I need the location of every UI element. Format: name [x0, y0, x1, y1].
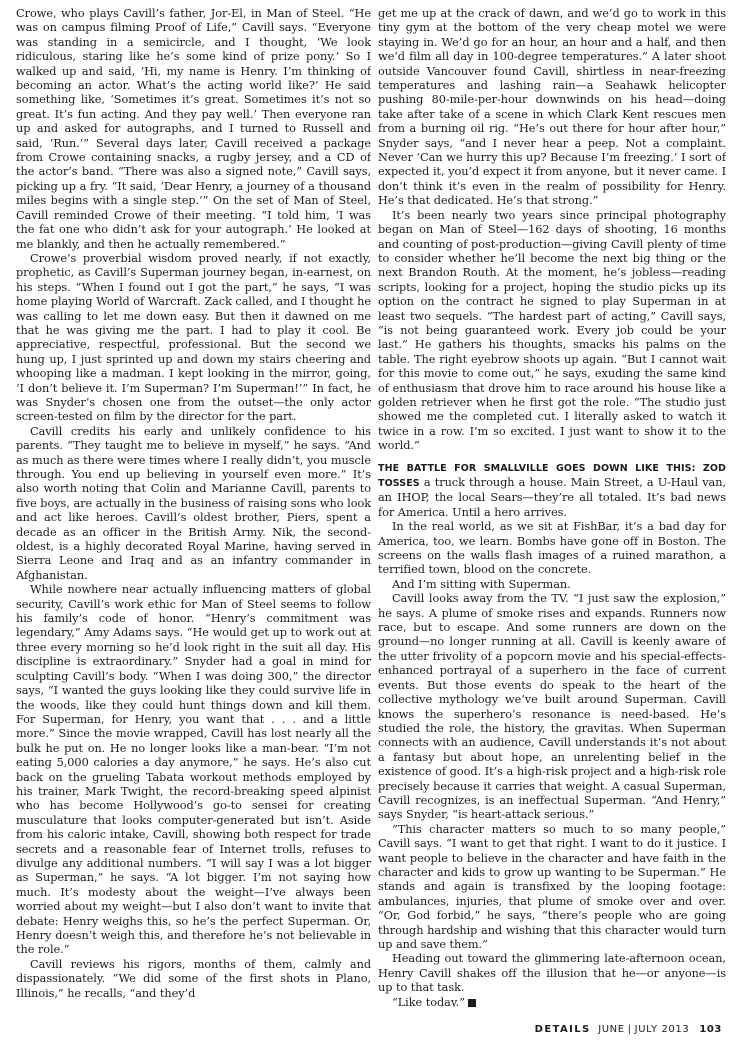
right-column	[378, 7, 726, 1007]
article-paragraph: Cavill reviews his rigors, months of them, calmly and dispassionately. “We did some of the first shots in Plano, Illinois,” he recalls, “and they’d	[16, 957, 371, 1000]
section-lead-paragraph	[378, 461, 726, 521]
article-paragraph: Crowe, who plays Cavill’s father, Jor-El, in Man of Steel. “He was on campus filming Proof of Life,” Cavill says. “Everyone was standing in a semicircle, and I thought, ‘We look ridiculous, staring like he’s some kind of prize pony.’ So I walked up and said, ‘Hi, my name is Henry. I’m thinking of becoming an actor. What’s the acting world like?’ He said something like, ‘Sometimes it’s great. Sometimes it’s not so great. It’s fun acting. And they pay well.’ Then everyone ran up and asked for autographs, and I turned to Russell and said, ‘Run.’” Several days later, Cavill received a package from Crowe containing snacks, a rugby jersey, and a CD of the actor’s band. “There was also a signed note,” Cavill says, picking up a fry. “It said, ‘Dear Henry, a journey of a thousand miles begins with a single step.’” On the set of Man of Steel, Cavill reminded Crowe of their meeting. “I told him, ‘I was the fat one who didn’t ask for your autograph.’ He looked at me blankly, and then he actually remembered.”	[16, 7, 371, 251]
end-mark-icon	[468, 999, 476, 1007]
section-subhead: THE BATTLE FOR SMALLVILLE GOES DOWN LIKE THIS: ZOD TOSSES	[378, 462, 726, 489]
section-lead-text: a truck through a house. Main Street, a U-Haul van, an IHOP, the local Sears—they’re all totaled. It’s bad news for America. Until a hero arrives.	[378, 476, 726, 519]
article-paragraph: “This character matters so much to so many people,” Cavill says. “I want to get that right. I want to do it justice. I want people to believe in the character and have faith in the character and kids to grow up wanting to be Superman.” He stands and again is transfixed by the looping footage: ambulances, injuries, that plume of smoke over and over. “Or, God forbid,” he says, “there’s people who are going through hardship and wishing that this character would turn up and save them.”	[378, 822, 726, 951]
section-gap	[378, 454, 726, 461]
page-footer	[535, 1024, 722, 1035]
article-paragraph: Heading out toward the glimmering late-afternoon ocean, Henry Cavill shakes off the illusion that he—or anyone—is up to that task.	[378, 952, 726, 995]
closing-paragraph	[378, 996, 726, 1007]
article-paragraph: In the real world, as we sit at FishBar, it’s a bad day for America, too, we learn. Bombs have gone off in Boston. The screens on the walls flash images of a ruined marathon, a terrified town, blood on the concrete.	[378, 520, 726, 577]
article-paragraph: get me up at the crack of dawn, and we’d go to work in this tiny gym at the bottom of the very cheap motel we were staying in. We’d go for an hour, an hour and a half, and then we’d film all day in 100-degree temperatures.” A later shoot outside Vancouver found Cavill, shirtless in near-freezing temperatures and lashing rain—a Seahawk helicopter pushing 80-mile-per-hour downwinds on his head—doing take after take of a scene in which Clark Kent rescues men from a burning oil rig. “He’s out there for hour after hour,” Snyder says, “and I never hear a peep. Not a complaint. Never ‘Can we hurry this up? Because I’m freezing.’ I sort of expected it, you’d expect it from anyone, but it never came. I don’t think it’s even in the realm of possibility for Henry. He’s that dedicated. He’s that strong.”	[378, 7, 726, 208]
footer-separator: |	[627, 1024, 632, 1035]
issue-month: JUNE	[598, 1024, 625, 1035]
article-paragraph: It’s been nearly two years since principal photography began on Man of Steel—162 days of shooting, 16 months and counting of post-production—giving Cavill plenty of time to consider whether he’ll become the next big thing or the next Brandon Routh. At the moment, he’s jobless—reading scripts, looking for a project, hoping the studio picks up its option on the contract he signed to play Superman in at least two sequels. “The hardest part of acting,” Cavill says, “is not being guaranteed work. Every job could be your last.” He gathers his thoughts, smacks his palms on the table. The right eyebrow shoots up again. “But I cannot wait for this movie to come out,” he says, exuding the same kind of enthusiasm that drove him to race around his house like a golden retriever when he first got the role. “The studio just showed me the completed cut. I literally asked to watch it twice in a row. I’m so excited. I just want to show it to the world.”	[378, 208, 726, 453]
magazine-name: DETAILS	[534, 1024, 591, 1035]
article-paragraph: Crowe’s proverbial wisdom proved nearly, if not exactly, prophetic, as Cavill’s Superman journey began, in-earnest, on his steps. “When I found out I got the part,” he says, “I was home playing World of Warcraft. Zack called, and I thought he was calling to let me down easy. But then it dawned on me that he was giving me the part. I had to play it cool. Be appreciative, respectful, professional. But the second we hung up, I just sprinted up and down my stairs cheering and whooping like a madman. I kept looking in the mirror, going, ‘I don’t believe it. I’m Superman? I’m Superman!’” In fact, he was Snyder’s chosen one from the outset—the only actor screen-tested on film by the director for the part.	[16, 251, 371, 424]
closing-quote: “Like today.”	[392, 995, 465, 1007]
article-paragraph: Cavill looks away from the TV. “I just saw the explosion,” he says. A plume of smoke rises and expands. Runners now race, but to escape. And some runners are down on the ground—no longer running at all. Cavill is keenly aware of the utter frivolity of a popcorn movie and his special-effects-enhanced portrayal of a superhero in the face of current events. But those events do speak to the heart of the collective mythology we’ve built around Superman. Cavill knows the superhero’s resonance is need-based. He’s studied the role, the history, the gravitas. When Superman connects with an audience, Cavill understands it’s not about a fantasy but about hope, an unrelenting belief in the existence of good. It’s a high-risk project and a high-risk role precisely because it carries that weight. A casual Superman, Cavill recognizes, is an ineffectual Superman. “And Henry,” says Snyder, “is heart-attack serious.”	[378, 592, 726, 822]
issue-year: JULY 2013	[634, 1024, 690, 1035]
article-paragraph: And I’m sitting with Superman.	[392, 577, 571, 591]
left-column	[16, 7, 371, 1007]
article-paragraph: While nowhere near actually influencing matters of global security, Cavill’s work ethic for Man of Steel seems to follow his family’s code of honor. “Henry’s commitment was legendary,” Amy Adams says. “He would get up to work out at three every morning so he’d look right in the suit all day. His discipline is extraordinary.” Snyder had a goal in mind for sculpting Cavill’s body. “When I was doing 300,” the director says, “I wanted the guys looking like they could survive life in the woods, like they could hunt things down and kill them. For Superman, for Henry, you want that . . . and a little more.” Since the movie wrapped, Cavill has lost nearly all the bulk he put on. He no longer looks like a man-bear. “I’m not eating 5,000 calories a day anymore,” he says. He’s also cut back on the grueling Tabata workout methods employed by his trainer, Mark Twight, the record-breaking speed alpinist who has become Hollywood’s go-to sensei for creating musculature that looks computer-generated but isn’t. Aside from his caloric intake, Cavill, showing both respect for trade secrets and a reasonable fear of Internet trolls, refuses to divulge any additional numbers. “I will say I was a lot bigger as Superman,” he says. “A lot bigger. I’m not saying how much. It’s modesty about the weight—I’ve always been worried about my weight—but I also don’t want to invite that debate: Henry weighs this, so he’s the perfect Superman. Or, Henry doesn’t weigh this, and therefore he’s not believable in the role.”	[16, 583, 371, 957]
page-number: 103	[699, 1024, 722, 1035]
article-paragraph: Cavill credits his early and unlikely confidence to his parents. “They taught me to believe in myself,” he says. “And as much as there were times where I really didn’t, you muscle through. You end up believing in yourself even more.” It’s also worth noting that Colin and Marianne Cavill, parents to five boys, are actually in the business of raising sons who look and act like heroes. Cavill’s oldest brother, Piers, spent a decade as an officer in the British Army. Nik, the second-oldest, is a highly decorated Royal Marine, having served in Sierra Leone and Iraq and as an infantry commander in Afghanistan.	[16, 424, 371, 582]
